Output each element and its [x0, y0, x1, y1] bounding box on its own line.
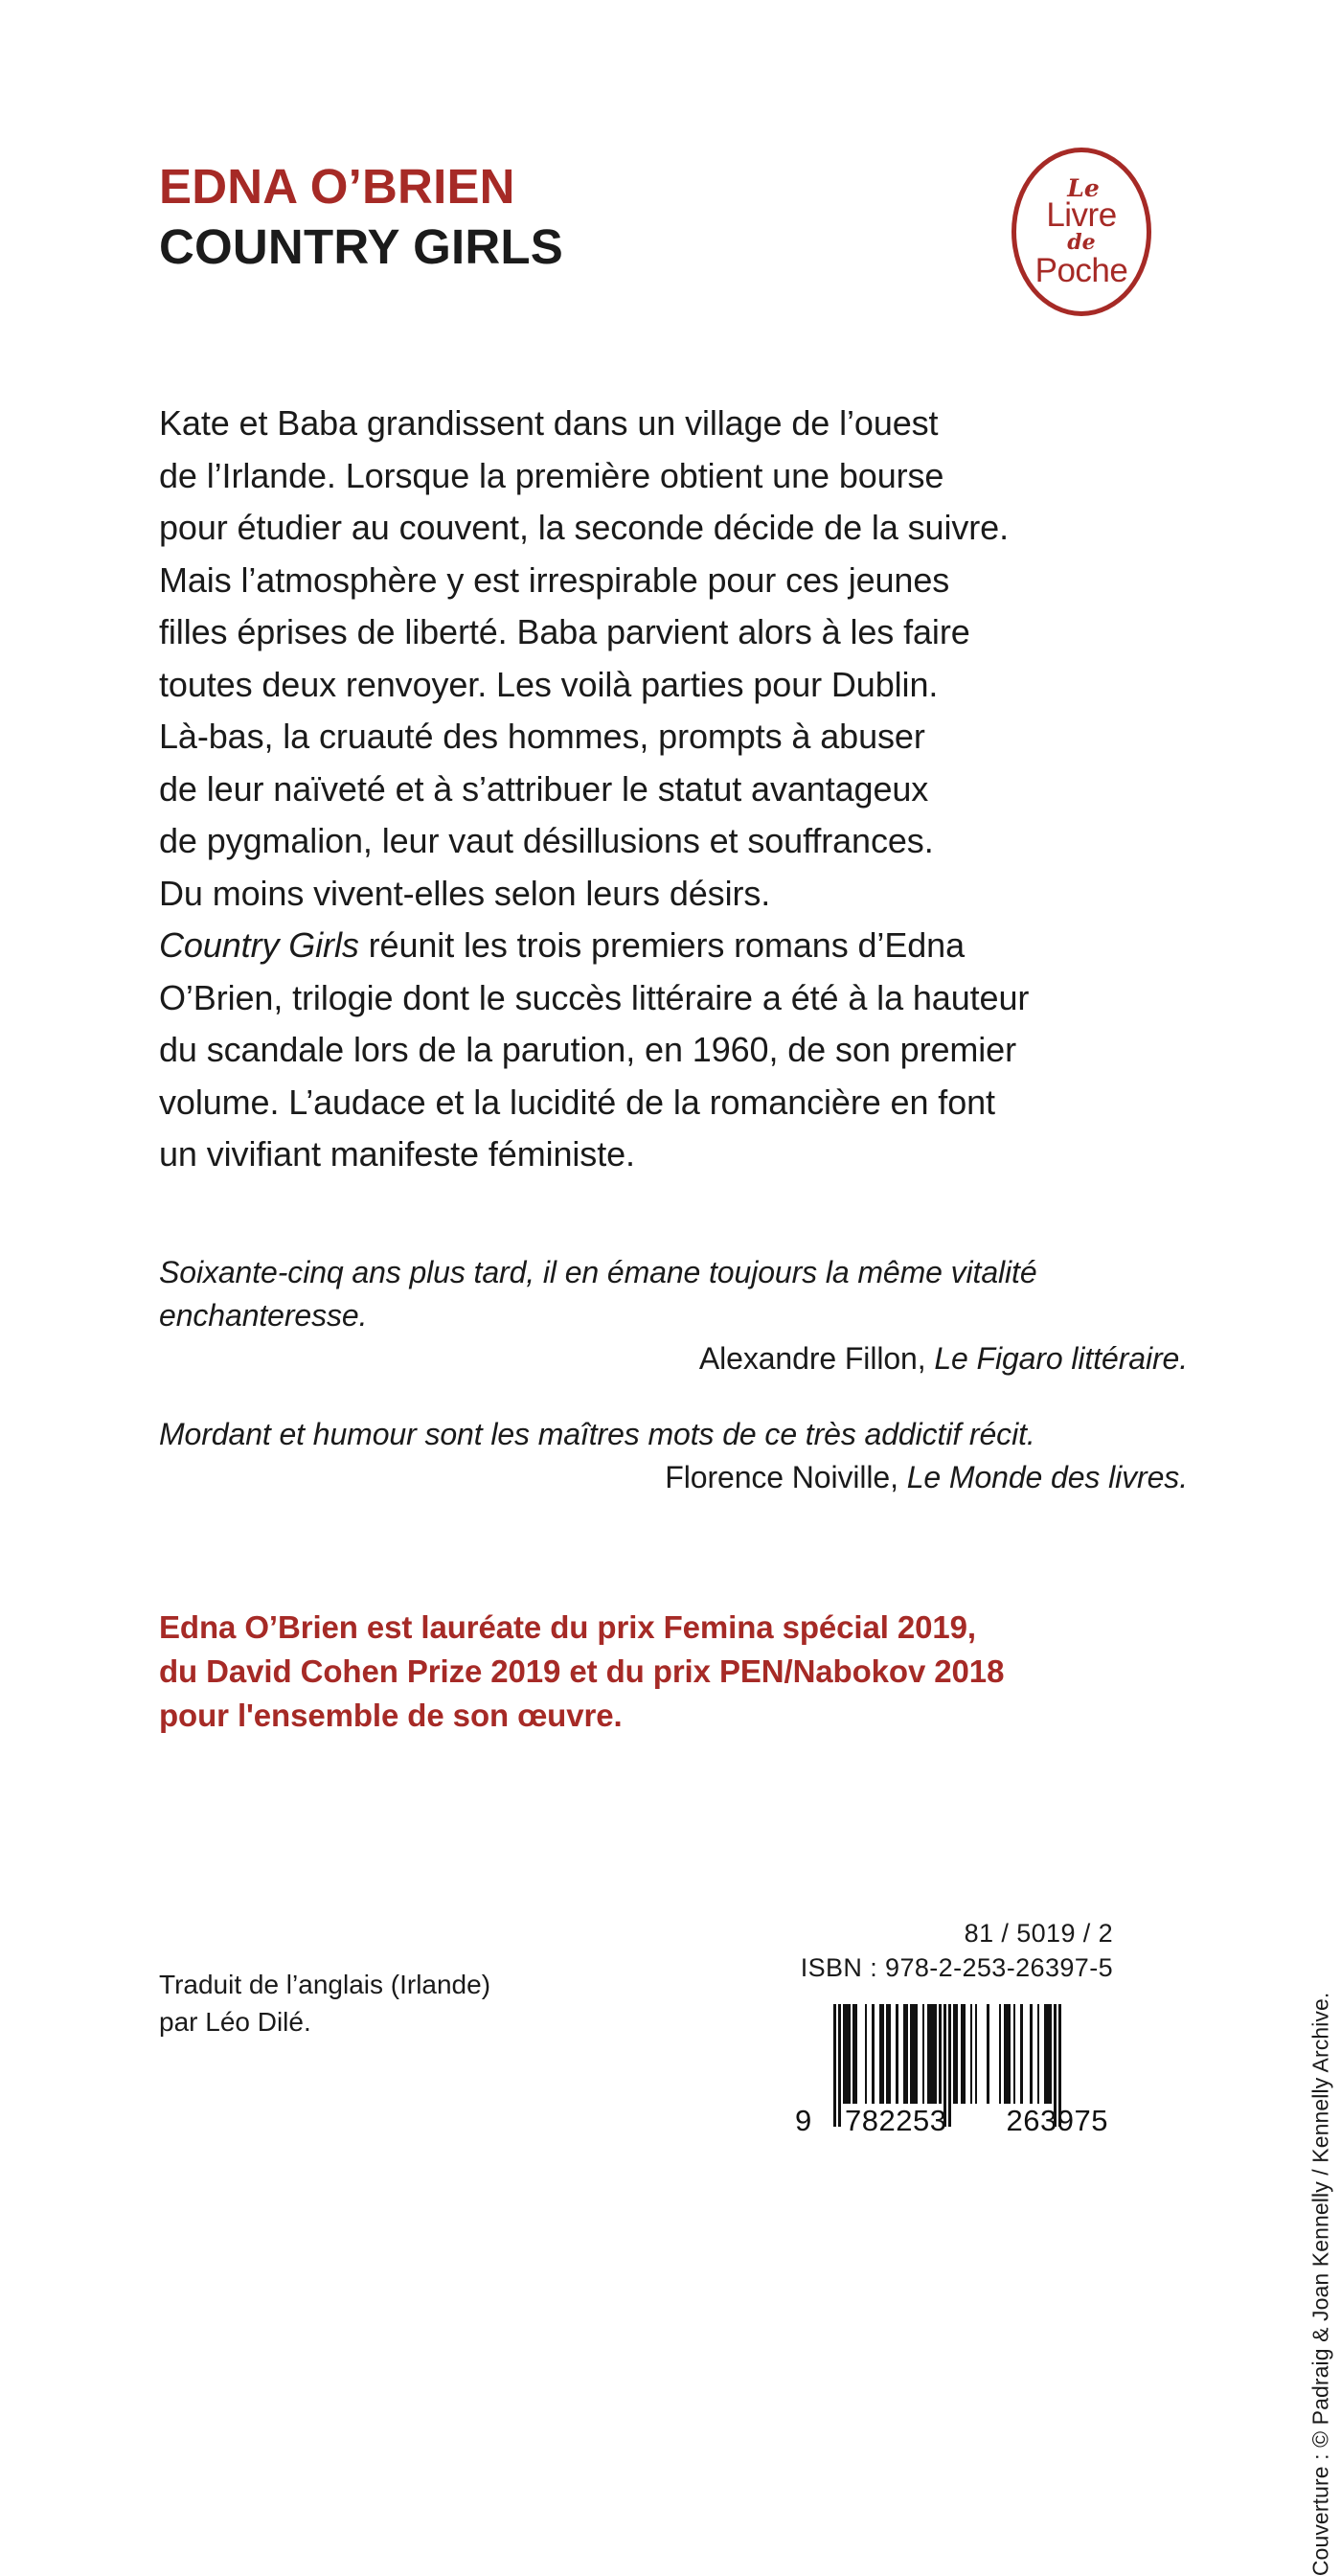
quote-attribution [159, 1456, 1193, 1499]
translator-line: Traduit de l’anglais (Irlande) [159, 1970, 491, 1999]
press-quote [159, 1251, 1193, 1380]
blurb-line: de pygmalion, leur vaut désillusions et souffrances. [159, 821, 934, 860]
quote-text-line: enchanteresse. [159, 1298, 368, 1333]
barcode-group-right: 263975 [1006, 2104, 1108, 2137]
publisher-logo [1011, 148, 1151, 316]
award-note [159, 1606, 1174, 1738]
blurb-line: Là-bas, la cruauté des hommes, prompts à abuser [159, 717, 925, 756]
press-quote [159, 1413, 1193, 1499]
quote-source: Le Figaro littéraire. [934, 1341, 1188, 1376]
isbn-number: ISBN : 978-2-253-26397-5 [800, 1953, 1113, 1982]
author-name: EDNA O’BRIEN [159, 159, 515, 214]
blurb-line: filles éprises de liberté. Baba parvient alors à les faire [159, 612, 970, 651]
award-line: pour l'ensemble de son œuvre. [159, 1698, 623, 1733]
blurb-line: pour étudier au couvent, la seconde décide de la suivre. [159, 508, 1009, 547]
logo-line-le: Le [1067, 173, 1100, 202]
blurb-line: un vivifiant manifeste féministe. [159, 1134, 635, 1174]
quote-text-line: Mordant et humour sont les maîtres mots de ce très addictif récit. [159, 1417, 1035, 1451]
blurb-line: Kate et Baba grandissent dans un village de l’ouest [159, 403, 939, 443]
blurb-line: toutes deux renvoyer. Les voilà parties pour Dublin. [159, 664, 939, 704]
quote-source: Le Monde des livres. [906, 1460, 1188, 1494]
quote-author: Alexandre Fillon, [698, 1341, 935, 1376]
title-block [159, 161, 906, 274]
logo-line-livre: Livre [1046, 195, 1117, 234]
blurb-line: de leur naïveté et à s’attribuer le statut avantageux [159, 768, 929, 809]
barcode [795, 2004, 1113, 2137]
isbn-block [801, 1916, 1113, 1985]
quote-text-line: Soixante-cinq ans plus tard, il en émane toujours la même vitalité [159, 1255, 1037, 1289]
blurb-line: Du moins vivent-elles selon leurs désirs. [159, 873, 771, 913]
barcode-group-left: 782253 [845, 2104, 947, 2137]
blurb-line: Mais l’atmosphère y est irrespirable pour ces jeunes [159, 559, 950, 600]
catalog-number: 81 / 5019 / 2 [964, 1919, 1113, 1948]
blurb-text [159, 398, 1174, 1181]
barcode-lead-digit: 9 [795, 2104, 812, 2137]
award-line: Edna O’Brien est lauréate du prix Femina spécial 2019, [159, 1609, 976, 1645]
logo-text [1011, 148, 1151, 316]
blurb-line-with-italic-title [159, 920, 1174, 972]
italic-book-title: Country Girls [159, 925, 359, 965]
award-line: du David Cohen Prize 2019 et du prix PEN/Nabokov 2018 [159, 1653, 1005, 1689]
cover-photo-credit: Couverture : © Padraig & Joan Kennelly / Kennelly Archive. [1308, 1992, 1333, 2576]
barcode-bars [833, 2004, 1061, 2104]
quote-author: Florence Noiville, [665, 1460, 907, 1494]
blurb-line: O’Brien, trilogie dont le succès littéraire a été à la hauteur [159, 977, 1030, 1017]
quote-attribution [159, 1337, 1193, 1380]
blurb-line-rest: réunit les trois premiers romans d’Edna [358, 925, 966, 965]
press-quotes [159, 1251, 1193, 1532]
logo-line-de: de [1067, 229, 1096, 255]
blurb-line: volume. L’audace et la lucidité de la romancière en font [159, 1082, 995, 1122]
translator-credit [159, 1966, 490, 2040]
barcode-digit-groups [845, 2106, 1108, 2135]
logo-line-poche: Poche [1034, 252, 1128, 290]
book-title: COUNTRY GIRLS [159, 218, 563, 274]
blurb-line: de l’Irlande. Lorsque la première obtient une bourse [159, 455, 944, 495]
blurb-line: du scandale lors de la parution, en 1960, de son premier [159, 1030, 1016, 1069]
translator-line: par Léo Dilé. [159, 2007, 311, 2037]
